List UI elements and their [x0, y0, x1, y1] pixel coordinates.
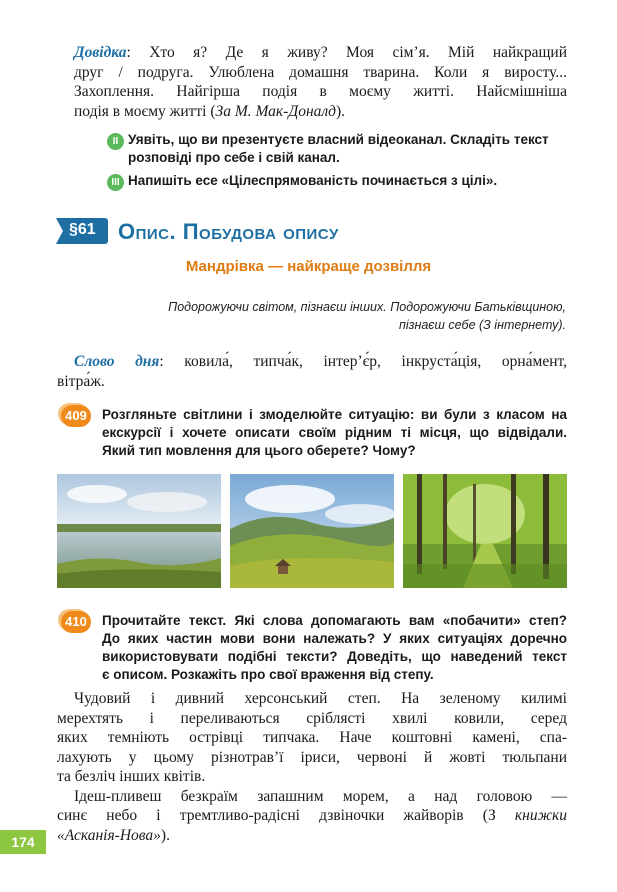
- exercise-410-line2: До яких частин мови вони належать? У яких ситуаціях доречно: [102, 631, 567, 646]
- word-of-day: Слово дня: ковила́, типча́к, інтер’є́р, інкруста́ція, орна́мент,: [74, 353, 567, 370]
- dovidka-label: Довідка: [74, 44, 127, 61]
- text-line: Чудовий і дивний херсонський степ. На зеленому килимі: [74, 690, 567, 707]
- exercise-409-line2: екскурсії і хочете описати своїм рідним ті місця, що відвідали.: [102, 425, 567, 440]
- word-of-day-line2: вітра́ж.: [57, 373, 105, 390]
- exercise-409-line1: Розгляньте світлини і змоделюйте ситуацію: ви були з класом на: [102, 407, 567, 422]
- epigraph: [100, 298, 566, 334]
- text-line: мерехтять і переливаються сріблясті хвилі ковили, серед: [57, 709, 567, 727]
- photo-lake-image: [57, 474, 221, 588]
- photo-steppe-lake: [57, 474, 221, 588]
- exercise-number-409: 409: [61, 405, 91, 427]
- task-2-line1: Уявіть, що ви презентуєте власний відеоканал. Складіть текст: [128, 132, 549, 147]
- photo-forest-image: [403, 474, 567, 588]
- dovidka-paragraph: Довідка: Хто я? Де я живу? Моя сім’я. Мій найкращий друг / подруга. Улюблена домашня тварина. Коли я виросту... Захоплення. Найгірша подія в моєму житті. Найсмішніша подія в моєму житті (За М. Мак-Доналд).: [74, 44, 567, 120]
- dovidka-source: За М. Мак-Доналд: [215, 102, 336, 120]
- text-source-word: книжки: [514, 807, 567, 824]
- dovidka-line1: Хто я? Де я живу? Моя сім’я. Мій найкращий: [149, 44, 567, 61]
- dovidka-line4-end: ).: [336, 102, 346, 120]
- task-level-badge: III: [107, 174, 124, 191]
- steppe-text: [57, 689, 567, 845]
- epigraph-line2: пізнаєш себе (З інтернету).: [399, 318, 566, 332]
- text-line: лахують у цьому різнотрав’ї іриси, червоні й жовті тюльпани: [57, 748, 567, 766]
- task-level-badge: II: [107, 133, 124, 150]
- task-3-line1: Напишіть есе «Цілеспрямованість починається з цілі».: [128, 173, 498, 188]
- dovidka-line3: Захоплення. Найгірша подія в моєму житті. Найсмішніша: [74, 83, 567, 100]
- section-badge-arrow: [56, 218, 70, 244]
- section-subtitle: Мандрівка — найкраще дозвілля: [185, 258, 432, 275]
- exercise-410-line4: є описом. Розкажіть про свої враження від степу.: [102, 667, 434, 682]
- dovidka-line2: друг / подруга. Улюблена домашня тварина. Коли я виросту...: [74, 63, 567, 81]
- epigraph-line1: Подорожуючи світом, пізнаєш інших. Подорожуючи Батьківщиною,: [168, 300, 566, 314]
- page-number: 174: [0, 830, 46, 854]
- word-of-day-label: Слово дня: [74, 353, 160, 370]
- task-3: [128, 172, 568, 190]
- photo-carpathian-hills: [230, 474, 394, 588]
- exercise-409-line3: Який тип мовлення для цього оберете? Чому?: [102, 443, 416, 458]
- section-title: Опис. Побудова опису: [118, 219, 339, 244]
- dovidka-line4: подія в моєму житті (: [74, 102, 216, 120]
- photo-forest: [403, 474, 567, 588]
- text-line: Ідеш-пливеш безкраїм запашним морем, а над головою —: [74, 787, 567, 805]
- word-of-day-line1: ковила́, типча́к, інтер’є́р, інкруста́ція, орна́мент,: [184, 353, 567, 370]
- exercise-number-410: 410: [61, 611, 91, 633]
- task-2-line2: розповіді про себе і свій канал.: [128, 150, 340, 165]
- exercise-410-text: [102, 612, 567, 684]
- exercise-409-text: [102, 406, 567, 460]
- exercise-410-line3: використовувати подібні тексти? Доведіть, що наведений текст: [102, 649, 567, 664]
- text-line: та безліч інших квітів.: [57, 768, 206, 785]
- text-line-end: ).: [160, 826, 170, 844]
- photo-hills-image: [230, 474, 394, 588]
- exercise-410-line1: Прочитайте текст. Які слова допомагають вам «побачити» степ?: [102, 613, 567, 628]
- text-line: яких темніють острівці типчака. Наче коштовні камені, спа-: [57, 729, 567, 746]
- section-number-badge: [56, 218, 108, 244]
- text-line-main: синє небо і тремтливо-радісні дзвіночки жайворів (З: [57, 807, 515, 824]
- text-source-title: «Асканія-Нова»: [57, 826, 161, 844]
- task-2: [128, 131, 568, 167]
- section-number: §61: [69, 221, 96, 238]
